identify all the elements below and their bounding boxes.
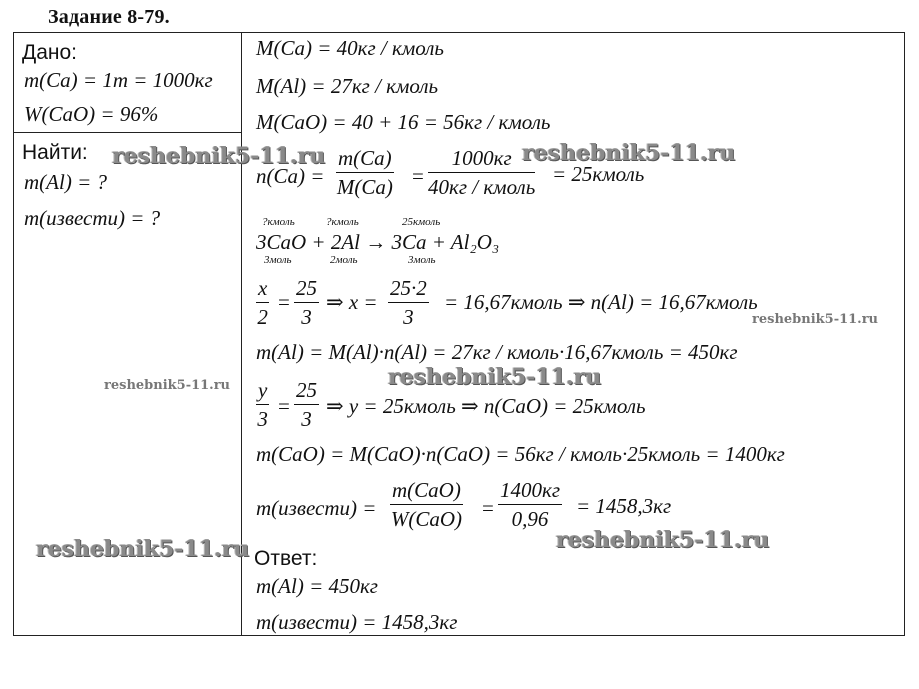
reaction-below-al: 2моль (330, 254, 358, 266)
prop1-result: = 16,67кмоль ⇒ n(Al) = 16,67кмоль (444, 290, 758, 314)
find-label: Найти: (22, 141, 88, 164)
watermark: reshebnik5-11.ru (104, 378, 231, 393)
find-mass-al: m(Al) = ? (24, 170, 107, 194)
reaction-equation: 3CaO + 2Al → 3Ca + Al₂O₃ (256, 230, 500, 254)
watermark: reshebnik5-11.ru (556, 527, 770, 553)
mass-cao-calculation: m(CaO) = M(CaO)·n(CaO) = 56кг / кмоль·25кмоль = 1400кг (256, 442, 785, 466)
mass-al-calculation: m(Al) = M(Al)·n(Al) = 27кг / кмоль·16,67кмоль = 450кг (256, 340, 738, 364)
fraction-numerator: 1400кг (498, 480, 562, 505)
fraction-numerator: 25 (294, 380, 319, 405)
reaction-above-al: ?кмоль (326, 216, 359, 228)
fraction-denominator: 40кг / кмоль (428, 175, 536, 199)
equals-sign: = (278, 394, 290, 418)
watermark: reshebnik5-11.ru (112, 143, 326, 169)
given-label: Дано: (22, 41, 78, 64)
fraction-denominator: 3 (403, 305, 414, 329)
prop1-fraction-calc (388, 278, 429, 328)
row-divider (13, 132, 242, 133)
equals-sign: = (412, 164, 424, 188)
lime-fraction-1 (390, 480, 463, 530)
fraction-denominator: M(Ca) (336, 175, 393, 199)
lime-lhs: m(извести) = (256, 496, 377, 520)
equals-sign: = (278, 290, 290, 314)
fraction-denominator: 3 (301, 305, 312, 329)
fraction-denominator: 3 (257, 407, 268, 431)
fraction-numerator: m(Ca) (336, 148, 394, 173)
n-ca-lhs: n(Ca) = (256, 164, 325, 188)
molar-mass-ca: M(Ca) = 40кг / кмоль (256, 36, 444, 60)
page-title: Задание 8-79. (48, 6, 170, 28)
watermark: reshebnik5-11.ru (752, 312, 879, 327)
molar-mass-cao: M(CaO) = 40 + 16 = 56кг / кмоль (256, 110, 551, 134)
fraction-denominator: 2 (257, 305, 268, 329)
given-mass-ca: m(Ca) = 1т = 1000кг (24, 68, 213, 92)
reaction-below-ca: 3моль (408, 254, 436, 266)
lime-result: = 1458,3кг (576, 494, 672, 518)
n-ca-result: = 25кмоль (552, 162, 645, 186)
n-ca-fraction-1 (336, 148, 394, 198)
fraction-denominator: W(CaO) (390, 507, 462, 531)
prop2-fraction-y (256, 380, 269, 430)
prop1-fraction-x (256, 278, 269, 328)
watermark: reshebnik5-11.ru (522, 140, 736, 166)
answer-mass-al: m(Al) = 450кг (256, 574, 379, 598)
reaction-above-cao: ?кмоль (262, 216, 295, 228)
reaction-below-cao: 3моль (264, 254, 292, 266)
prop1-middle: ⇒ x = (326, 290, 378, 314)
fraction-numerator: y (256, 380, 269, 405)
prop2-result: ⇒ y = 25кмоль ⇒ n(CaO) = 25кмоль (326, 394, 646, 418)
reaction-above-ca: 25кмоль (402, 216, 441, 228)
lime-fraction-2 (498, 480, 562, 530)
fraction-numerator: x (256, 278, 269, 303)
find-mass-lime: m(извести) = ? (24, 206, 161, 230)
answer-mass-lime: m(извести) = 1458,3кг (256, 610, 458, 634)
fraction-denominator: 3 (301, 407, 312, 431)
watermark: reshebnik5-11.ru (388, 364, 602, 390)
fraction-numerator: 1000кг (428, 148, 535, 173)
prop2-fraction-25 (294, 380, 319, 430)
equals-sign: = (482, 496, 494, 520)
prop1-fraction-25 (294, 278, 319, 328)
fraction-numerator: 25·2 (388, 278, 429, 303)
fraction-numerator: 25 (294, 278, 319, 303)
fraction-numerator: m(CaO) (390, 480, 463, 505)
given-fraction-cao: W(CaO) = 96% (24, 102, 159, 126)
answer-label: Ответ: (254, 547, 318, 570)
molar-mass-al: M(Al) = 27кг / кмоль (256, 74, 439, 98)
fraction-denominator: 0,96 (511, 507, 549, 531)
n-ca-fraction-2 (428, 148, 535, 198)
watermark: reshebnik5-11.ru (36, 536, 250, 562)
